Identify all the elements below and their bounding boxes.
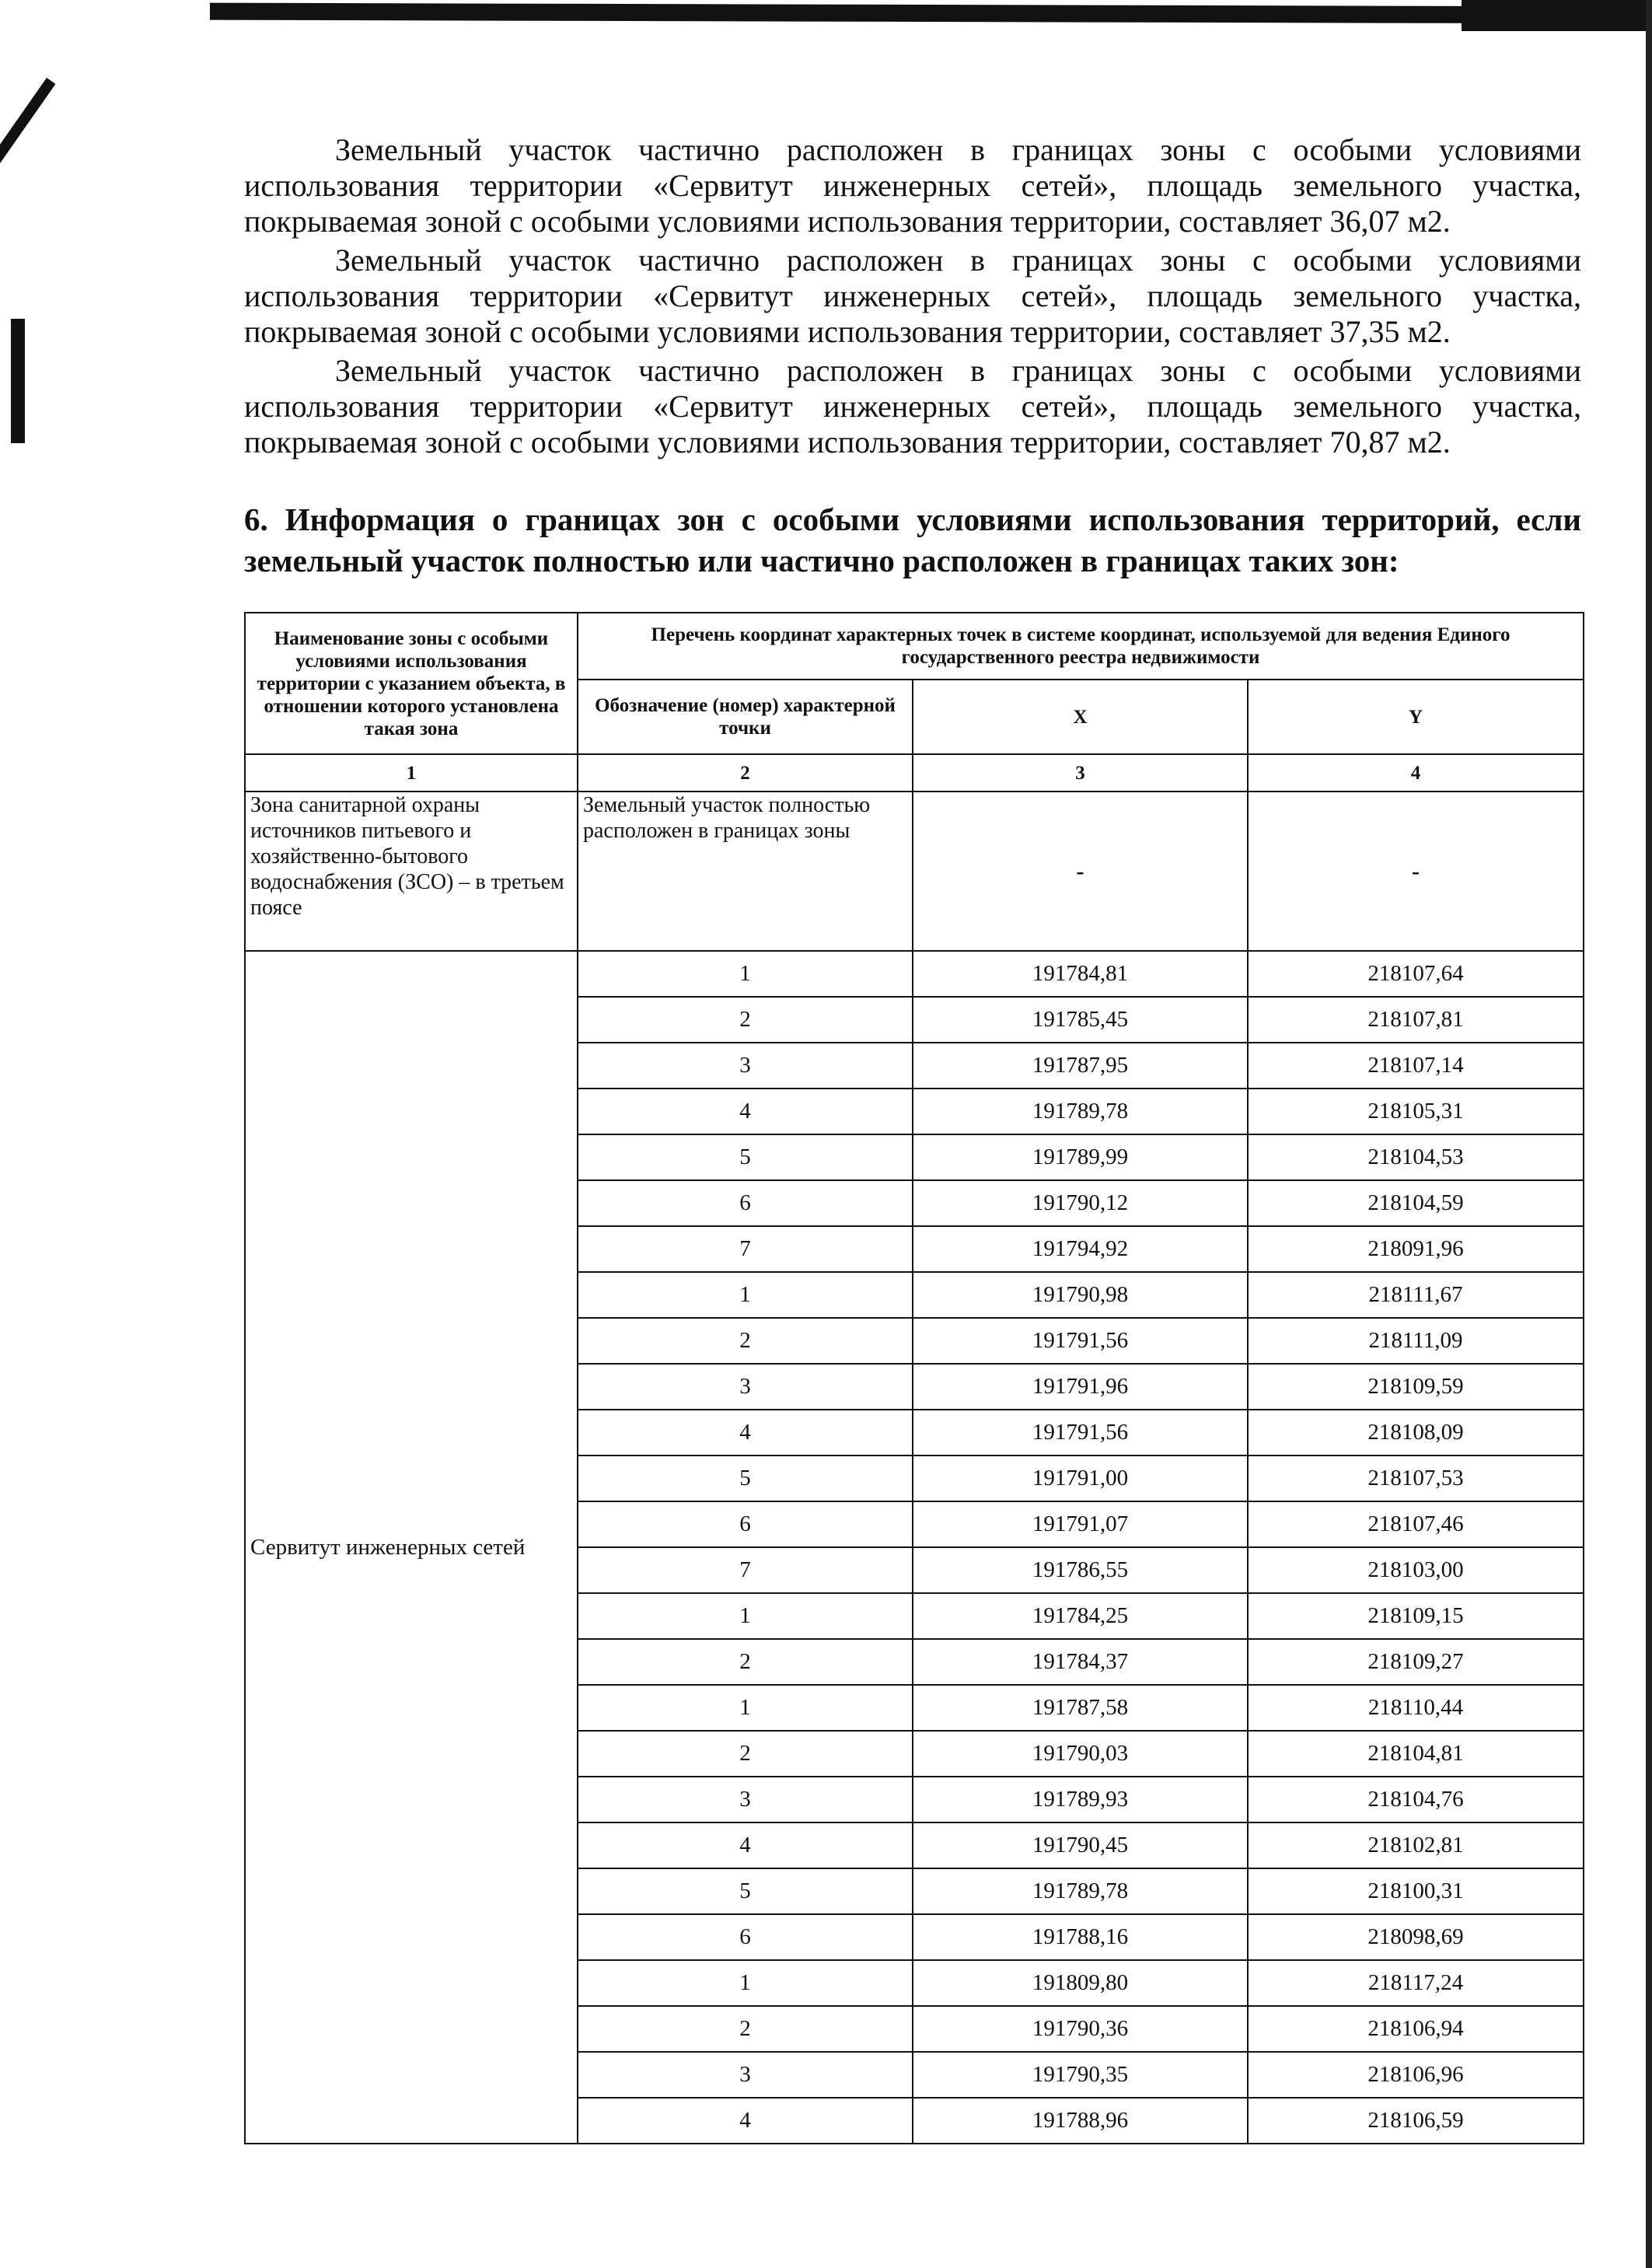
point-number: 2: [578, 997, 913, 1043]
point-number: 5: [578, 1868, 913, 1914]
coord-x: 191791,00: [913, 1456, 1248, 1501]
coord-x: 191794,92: [913, 1226, 1248, 1272]
point-number: 1: [578, 1685, 913, 1731]
coord-x: 191788,96: [913, 2098, 1248, 2144]
coord-y: 218104,53: [1248, 1134, 1584, 1180]
coord-y: 218106,59: [1248, 2098, 1584, 2144]
coord-x: 191784,37: [913, 1639, 1248, 1685]
point-number: 4: [578, 1410, 913, 1456]
coord-y: 218107,53: [1248, 1456, 1584, 1501]
coord-x: 191787,58: [913, 1685, 1248, 1731]
point-number: 2: [578, 1318, 913, 1364]
coord-y: 218107,64: [1248, 951, 1584, 997]
scan-top-edge: [210, 3, 1609, 24]
point-number: 1: [578, 1960, 913, 2006]
coord-x: 191809,80: [913, 1960, 1248, 2006]
coord-x: 191784,81: [913, 951, 1248, 997]
coord-y: 218111,67: [1248, 1272, 1584, 1318]
coord-x: 191789,93: [913, 1777, 1248, 1822]
coord-x: 191790,35: [913, 2052, 1248, 2098]
scan-margin-mark: [0, 78, 55, 250]
coord-x: 191791,96: [913, 1364, 1248, 1410]
zso-zone-note: Земельный участок полностью расположен в границах зоны: [578, 792, 913, 951]
coord-x: 191790,03: [913, 1731, 1248, 1777]
scan-margin-bar: [11, 319, 25, 443]
coord-y: 218104,76: [1248, 1777, 1584, 1822]
coord-x: 191787,95: [913, 1043, 1248, 1089]
section-title: 6. Информация о границах зон с особыми условиями использования территорий, если земельный участок полностью или частично расположен в границах таких зон:: [244, 501, 1581, 578]
header-point-number: Обозначение (номер) характерной точки: [578, 680, 913, 754]
coord-y: 218108,09: [1248, 1410, 1584, 1456]
coord-x: 191789,99: [913, 1134, 1248, 1180]
coord-x: 191785,45: [913, 997, 1248, 1043]
col-number-3: 3: [913, 754, 1248, 792]
coord-x: 191791,07: [913, 1501, 1248, 1547]
coord-x: 191786,55: [913, 1547, 1248, 1593]
point-number: 4: [578, 1089, 913, 1134]
zso-x: -: [913, 792, 1248, 951]
point-number: 1: [578, 1272, 913, 1318]
coord-y: 218104,81: [1248, 1731, 1584, 1777]
coord-x: 191789,78: [913, 1089, 1248, 1134]
coord-x: 191791,56: [913, 1410, 1248, 1456]
col-number-1: 1: [245, 754, 578, 792]
coord-y: 218098,69: [1248, 1914, 1584, 1960]
header-x: X: [913, 680, 1248, 754]
zso-y: -: [1248, 792, 1584, 951]
col-number-2: 2: [578, 754, 913, 792]
coord-y: 218107,81: [1248, 997, 1584, 1043]
coord-y: 218105,31: [1248, 1089, 1584, 1134]
point-number: 4: [578, 2098, 913, 2144]
coord-y: 218102,81: [1248, 1822, 1584, 1868]
coord-x: 191790,12: [913, 1180, 1248, 1226]
point-number: 1: [578, 1593, 913, 1639]
coord-y: 218109,15: [1248, 1593, 1584, 1639]
coord-y: 218111,09: [1248, 1318, 1584, 1364]
point-number: 1: [578, 951, 913, 997]
paragraph-1: Земельный участок частично расположен в границах зоны с особыми условиями использования территории «Сервитут инженерных сетей», площадь земельного участка, покрываемая зоной с особыми условиями использования территории, составляет 36,07 м2.: [244, 132, 1581, 239]
coord-y: 218107,14: [1248, 1043, 1584, 1089]
point-number: 5: [578, 1134, 913, 1180]
point-number: 7: [578, 1547, 913, 1593]
point-number: 6: [578, 1501, 913, 1547]
table-row: [245, 951, 1584, 997]
paragraph-2: Земельный участок частично расположен в границах зоны с особыми условиями использования территории «Сервитут инженерных сетей», площадь земельного участка, покрываемая зоной с особыми условиями использования территории, составляет 37,35 м2.: [244, 243, 1581, 349]
coord-x: 191784,25: [913, 1593, 1248, 1639]
point-number: 6: [578, 1180, 913, 1226]
coord-x: 191790,36: [913, 2006, 1248, 2052]
coord-x: 191789,78: [913, 1868, 1248, 1914]
header-y: Y: [1248, 680, 1584, 754]
header-zone-name: Наименование зоны с особыми условиями использования территории с указанием объекта, в отношении которого установлена такая зона: [245, 613, 578, 754]
coord-y: 218103,00: [1248, 1547, 1584, 1593]
coord-x: 191790,98: [913, 1272, 1248, 1318]
coord-x: 191790,45: [913, 1822, 1248, 1868]
col-number-4: 4: [1248, 754, 1584, 792]
coord-y: 218100,31: [1248, 1868, 1584, 1914]
coord-x: 191788,16: [913, 1914, 1248, 1960]
scan-corner-edge: [1462, 0, 1652, 31]
coord-y: 218109,27: [1248, 1639, 1584, 1685]
point-number: 2: [578, 1639, 913, 1685]
body-text: [244, 132, 1581, 463]
coord-x: 191791,56: [913, 1318, 1248, 1364]
header-coords: Перечень координат характерных точек в системе координат, используемой для ведения Единого государственного реестра недвижимости: [578, 613, 1584, 680]
point-number: 3: [578, 1777, 913, 1822]
point-number: 6: [578, 1914, 913, 1960]
point-number: 5: [578, 1456, 913, 1501]
coord-y: 218106,94: [1248, 2006, 1584, 2052]
coord-y: 218106,96: [1248, 2052, 1584, 2098]
coord-y: 218107,46: [1248, 1501, 1584, 1547]
point-number: 4: [578, 1822, 913, 1868]
coord-y: 218104,59: [1248, 1180, 1584, 1226]
point-number: 2: [578, 1731, 913, 1777]
point-number: 7: [578, 1226, 913, 1272]
point-number: 2: [578, 2006, 913, 2052]
coord-y: 218091,96: [1248, 1226, 1584, 1272]
zones-table: [244, 612, 1584, 2144]
coord-y: 218109,59: [1248, 1364, 1584, 1410]
scan-right-edge: [1646, 0, 1652, 2268]
point-number: 3: [578, 1364, 913, 1410]
paragraph-3: Земельный участок частично расположен в границах зоны с особыми условиями использования территории «Сервитут инженерных сетей», площадь земельного участка, покрываемая зоной с особыми условиями использования территории, составляет 70,87 м2.: [244, 353, 1581, 460]
point-number: 3: [578, 1043, 913, 1089]
coord-y: 218117,24: [1248, 1960, 1584, 2006]
coord-y: 218110,44: [1248, 1685, 1584, 1731]
zso-zone-name: Зона санитарной охраны источников питьевого и хозяйственно-бытового водоснабжения (ЗСО) – в третьем поясе: [245, 792, 578, 951]
point-number: 3: [578, 2052, 913, 2098]
servitude-zone-name: Сервитут инженерных сетей: [245, 951, 578, 2144]
